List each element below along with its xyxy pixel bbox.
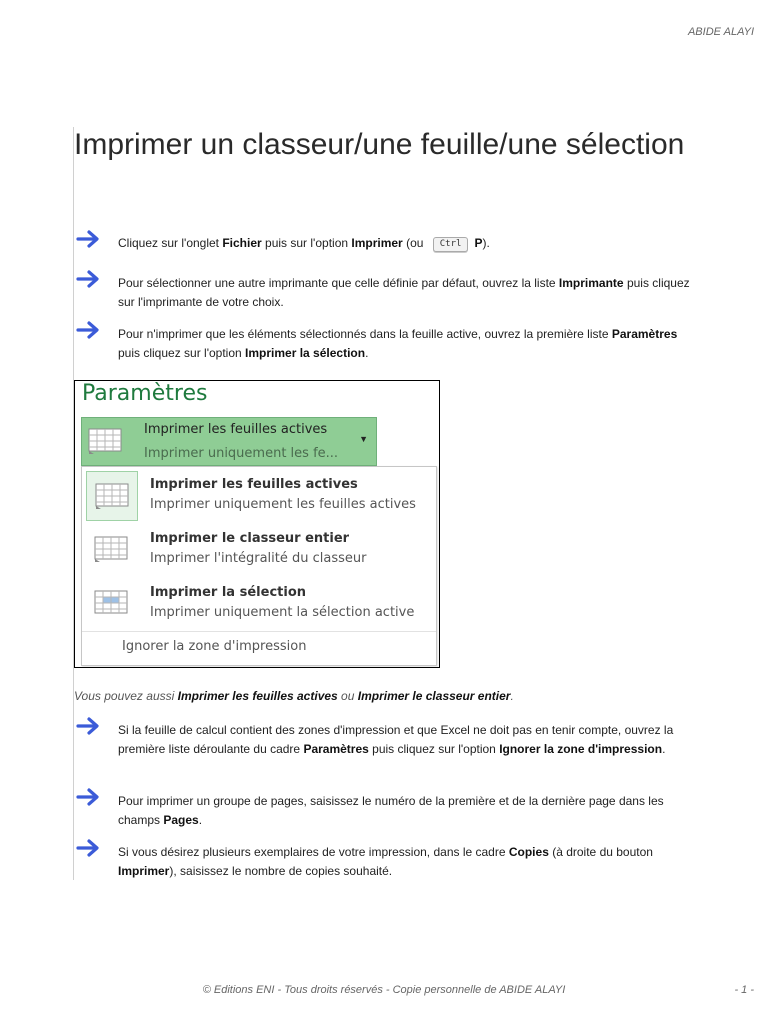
grid-selection-icon bbox=[94, 590, 128, 616]
menu-item-selection[interactable] bbox=[82, 575, 436, 627]
right-arrow-icon bbox=[76, 787, 102, 807]
option-parametres: Paramètres bbox=[611, 327, 678, 341]
menu-item-title: Imprimer la sélection bbox=[150, 585, 306, 600]
option-imprimer: Imprimer bbox=[351, 236, 403, 250]
option-fichier: Fichier bbox=[222, 236, 262, 250]
grid-sheet-icon bbox=[88, 428, 122, 454]
step-print-selection: Pour n'imprimer que les éléments sélectionnés dans la feuille active, ouvrez la première liste Paramètres puis cliquez sur l'option Imprimer la sélection. bbox=[76, 325, 696, 363]
header-author: ABIDE ALAYI bbox=[687, 26, 754, 38]
right-arrow-icon bbox=[76, 269, 102, 289]
menu-item-title: Imprimer le classeur entier bbox=[150, 531, 350, 546]
menu-divider bbox=[82, 631, 436, 632]
chevron-down-icon[interactable]: ▼ bbox=[359, 434, 368, 444]
option-imprimer-selection: Imprimer la sélection bbox=[245, 346, 366, 360]
p-key: P bbox=[474, 236, 483, 250]
grid-sheet-icon bbox=[94, 536, 128, 562]
footer-copyright: © Editions ENI - Tous droits réservés - Copie personnelle de ABIDE ALAYI bbox=[202, 984, 566, 996]
grid-sheet-icon bbox=[95, 483, 129, 509]
print-what-menu bbox=[81, 466, 437, 666]
step-page-range: Pour imprimer un groupe de pages, saisissez le numéro de la première et de la dernière page dans les champs Pages. bbox=[76, 792, 696, 830]
step-select-printer: Pour sélectionner une autre imprimante que celle définie par défaut, ouvrez la liste Imprimante puis cliquez sur l'imprimante de votre choix. bbox=[76, 274, 696, 312]
right-arrow-icon bbox=[76, 716, 102, 736]
panel-heading: Paramètres bbox=[82, 381, 208, 406]
menu-item-title: Imprimer les feuilles actives bbox=[150, 477, 358, 492]
settings-screenshot bbox=[74, 380, 440, 668]
page-number: - 1 - bbox=[734, 984, 754, 996]
right-arrow-icon bbox=[76, 229, 102, 249]
print-what-dropdown[interactable] bbox=[81, 417, 377, 466]
menu-item-subtitle: Imprimer uniquement les feuilles actives bbox=[150, 497, 416, 512]
dropdown-current-title: Imprimer les feuilles actives bbox=[144, 422, 328, 437]
menu-item-subtitle: Imprimer l'intégralité du classeur bbox=[150, 551, 367, 566]
ctrl-key: Ctrl bbox=[433, 237, 469, 252]
menu-item-ignore-print-area[interactable]: Ignorer la zone d'impression bbox=[122, 639, 307, 654]
page-title: Imprimer un classeur/une feuille/une sélection bbox=[74, 128, 685, 161]
option-imprimante: Imprimante bbox=[558, 276, 624, 290]
step-copies: Si vous désirez plusieurs exemplaires de votre impression, dans le cadre Copies (à droite du bouton Imprimer), saisissez le nombre de copies souhaité. bbox=[76, 843, 696, 881]
dropdown-current-subtitle: Imprimer uniquement les fe... bbox=[144, 446, 339, 461]
step-ignore-print-area: Si la feuille de calcul contient des zones d'impression et que Excel ne doit pas en tenir compte, ouvrez la première liste déroulante du cadre Paramètres puis cliquez sur l'option Ignorer la zone d'impression. bbox=[76, 721, 696, 759]
step-open-print: Cliquez sur l'onglet Fichier puis sur l'option Imprimer (ou Ctrl P). bbox=[76, 234, 696, 253]
menu-item-entire-workbook[interactable] bbox=[82, 521, 436, 573]
right-arrow-icon bbox=[76, 838, 102, 858]
note-text: Vous pouvez aussi Imprimer les feuilles actives ou Imprimer le classeur entier. bbox=[74, 689, 514, 703]
right-arrow-icon bbox=[76, 320, 102, 340]
menu-item-subtitle: Imprimer uniquement la sélection active bbox=[150, 605, 415, 620]
menu-item-active-sheets[interactable] bbox=[82, 467, 436, 519]
